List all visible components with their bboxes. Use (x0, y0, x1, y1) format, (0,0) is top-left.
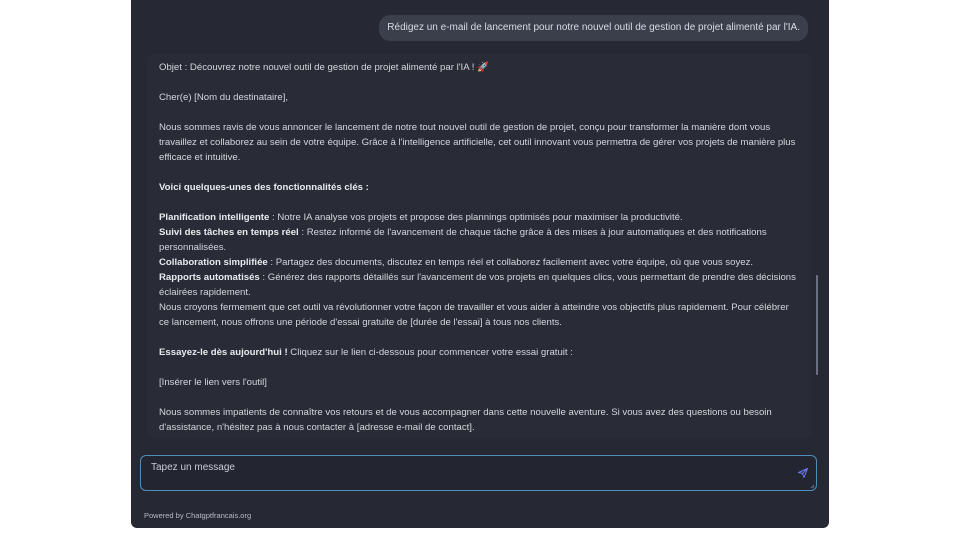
feature-item (159, 210, 800, 225)
feature-text: : Générez des rapports détaillés sur l'avancement de vos projets en quelques clics, vous permettant de prendre des décisions éclairées rapidement. (159, 272, 796, 298)
message-input[interactable] (140, 455, 817, 491)
feature-item (159, 225, 800, 255)
feature-title: Rapports automatisés (159, 272, 260, 283)
feature-text: : Restez informé de l'avancement de chaque tâche grâce à des mises à jour automatiques et des notifications personnalisées. (159, 227, 767, 253)
feature-title: Suivi des tâches en temps réel (159, 227, 299, 238)
email-subject: Objet : Découvrez notre nouvel outil de gestion de projet alimenté par l'IA ! 🚀 (159, 62, 490, 73)
powered-by-footer: Powered by Chatgptfrancais.org (144, 511, 252, 520)
link-placeholder: [Insérer le lien vers l'outil] (159, 377, 267, 388)
chat-scrollbar[interactable] (816, 275, 818, 375)
email-intro: Nous sommes ravis de vous annoncer le lancement de notre tout nouvel outil de gestion de projet, conçu pour transformer la manière dont vous travaillez et collaborez au sein de votre équipe. Grâce à l'intelligence artificielle, cet outil innovant vous permettra de gérer vos projets de manière plus efficace et intuitive. (159, 122, 796, 163)
feature-title: Planification intelligente (159, 212, 270, 223)
assistant-message (147, 53, 812, 438)
email-cta: Essayez-le dès aujourd'hui ! Cliquez sur le lien ci-dessous pour commencer votre essai gratuit : (159, 347, 573, 358)
features-heading: Voici quelques-unes des fonctionnalités clés : (159, 182, 369, 193)
user-message-bubble: Rédigez un e-mail de lancement pour notre nouvel outil de gestion de projet alimenté par l'IA. (379, 15, 808, 41)
feature-text: : Partagez des documents, discutez en temps réel et collaborez facilement avec votre équipe, où que vous soyez. (267, 257, 754, 268)
feature-title: Collaboration simplifiée (159, 257, 268, 268)
email-greeting: Cher(e) [Nom du destinataire], (159, 92, 289, 103)
send-icon[interactable] (797, 467, 809, 479)
feature-item (159, 255, 800, 270)
feature-text: : Notre IA analyse vos projets et propose des plannings optimisés pour maximiser la productivité. (269, 212, 683, 223)
chat-window (131, 0, 829, 528)
message-input-placeholder: Tapez un message (151, 462, 235, 473)
resize-handle-icon[interactable] (810, 484, 815, 489)
email-closing: Nous sommes impatients de connaître vos retours et de vous accompagner dans cette nouvelle aventure. Si vous avez des questions ou besoin d'assistance, n'hésitez pas à nous contacter à [adresse e-mail de contact]. (159, 407, 772, 433)
assistant-message-text (147, 53, 812, 435)
email-belief: Nous croyons fermement que cet outil va révolutionner votre façon de travailler et vous aider à atteindre vos objectifs plus rapidement. Pour célébrer ce lancement, nous offrons une période d'essai gratuite de [durée de l'essai] à tous nos clients. (159, 302, 789, 328)
feature-item (159, 270, 800, 300)
